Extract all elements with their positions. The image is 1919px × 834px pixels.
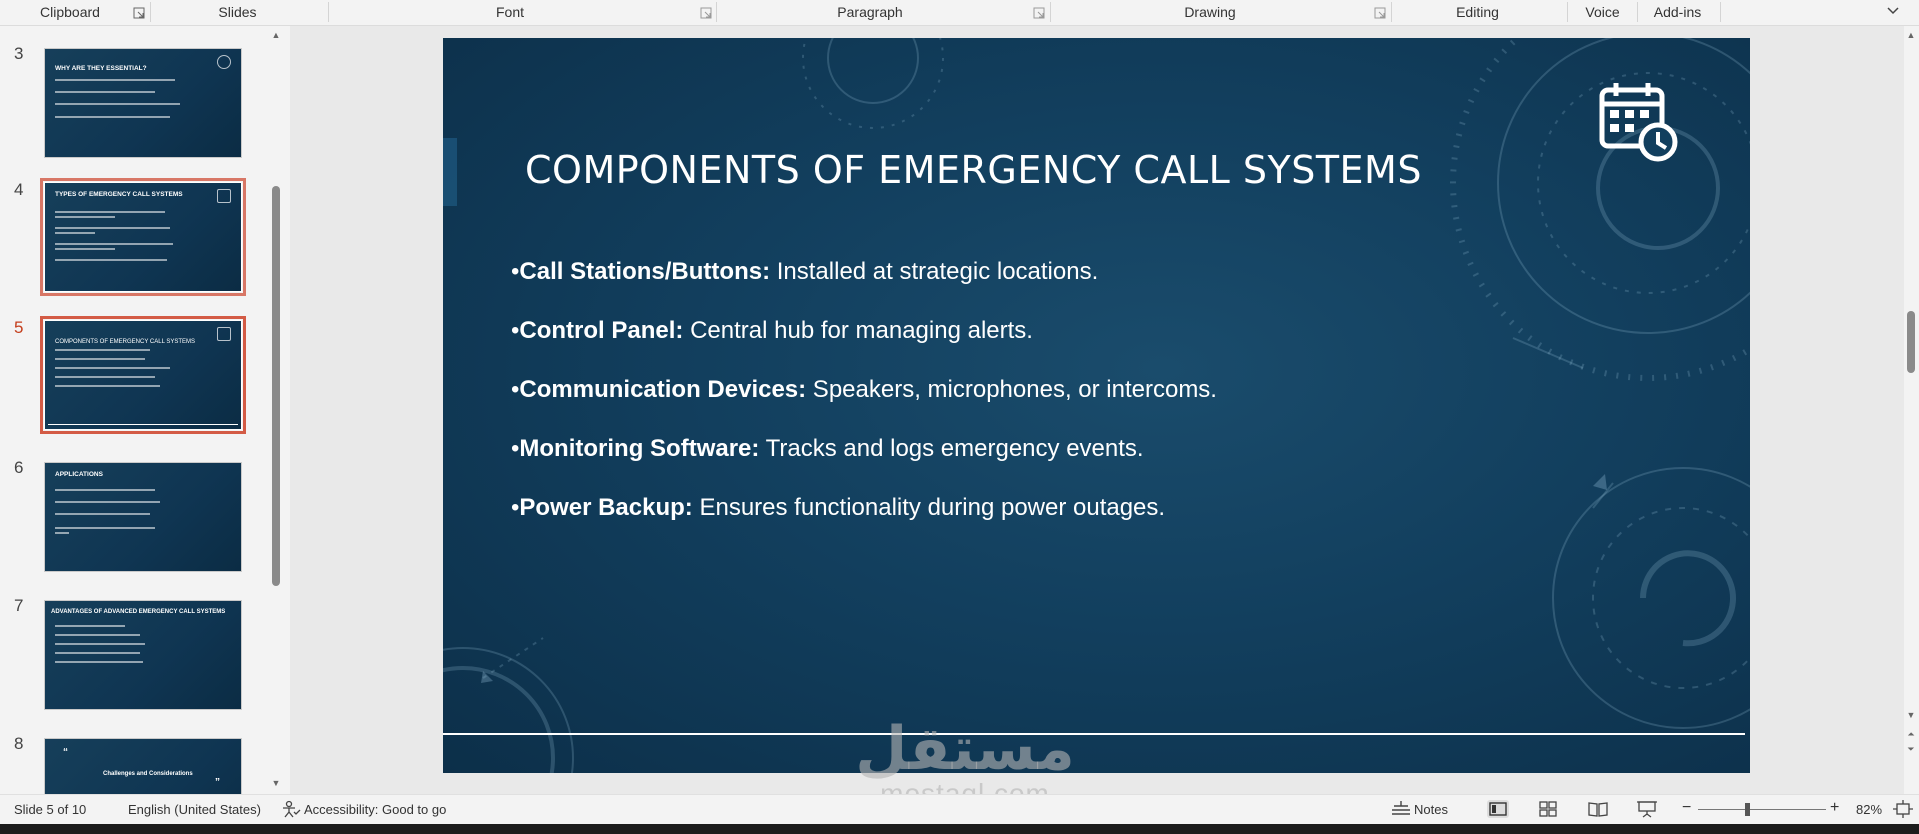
quote-close-icon: ” [215, 777, 220, 788]
calendar-clock-icon [217, 327, 231, 341]
watermark-arabic: مستقل [855, 714, 1075, 784]
zoom-in-button[interactable]: + [1830, 799, 1840, 816]
scroll-down-icon[interactable]: ▼ [1906, 710, 1916, 720]
scroll-up-icon[interactable]: ▲ [1906, 30, 1916, 40]
thumbnail-image[interactable] [44, 462, 242, 572]
bullet-communication-devices[interactable]: •Communication Devices: Speakers, microphones, or intercoms. [511, 376, 1217, 403]
slide-thumbnails-panel[interactable] [0, 26, 288, 794]
status-bar [0, 794, 1919, 824]
slide-sorter-icon[interactable] [1537, 800, 1559, 818]
thumbnails-scrollbar[interactable] [269, 26, 283, 794]
ribbon-group-font[interactable]: Font [495, 4, 524, 20]
thumbnail-title: ADVANTAGES OF ADVANCED EMERGENCY CALL SYSTEMS [51, 609, 226, 615]
ribbon-group-clipboard[interactable]: Clipboard [40, 4, 100, 20]
notes-button[interactable]: Notes [1414, 802, 1448, 817]
zoom-out-button[interactable]: − [1682, 799, 1692, 816]
language-indicator[interactable]: English (United States) [128, 802, 261, 817]
thumbnail-number: 5 [14, 318, 24, 337]
ribbon-group-voice[interactable]: Voice [1585, 4, 1620, 20]
current-slide[interactable] [443, 38, 1750, 773]
bullet-call-stations[interactable]: •Call Stations/Buttons: Installed at strategic locations. [511, 258, 1099, 285]
chevron-down-icon[interactable] [1886, 4, 1900, 18]
ribbon-group-editing[interactable]: Editing [1456, 4, 1499, 20]
ribbon-group-add-ins[interactable]: Add-ins [1653, 4, 1702, 20]
thumbnail-number: 6 [14, 458, 24, 477]
slide-show-icon[interactable] [1636, 800, 1658, 818]
fit-slide-icon[interactable] [1893, 800, 1913, 818]
thumbnail-number: 3 [14, 44, 24, 63]
thumbnail-title: COMPONENTS OF EMERGENCY CALL SYSTEMS [55, 339, 196, 345]
zoom-level[interactable]: 82% [1856, 802, 1883, 817]
thumbnail-number: 8 [14, 734, 24, 753]
scrollbar-thumb[interactable] [1907, 311, 1915, 373]
scroll-up-icon[interactable]: ▲ [271, 30, 281, 40]
thumbnail-title: APPLICATIONS [55, 471, 103, 478]
thumbnail-number: 4 [14, 180, 24, 199]
thumbnail-image[interactable] [44, 182, 242, 292]
quote-open-icon: “ [63, 747, 68, 758]
ribbon-group-paragraph[interactable]: Paragraph [837, 4, 903, 20]
previous-slide-icon[interactable]: ⏶ [1907, 729, 1915, 739]
paragraph-dialog-launcher-icon[interactable] [1033, 6, 1045, 18]
document-icon [217, 189, 231, 203]
thumbnail-image[interactable] [44, 600, 242, 710]
zoom-slider-thumb[interactable] [1745, 803, 1750, 816]
ribbon [0, 0, 1919, 26]
drawing-dialog-launcher-icon[interactable] [1374, 6, 1386, 18]
notes-icon[interactable] [1390, 800, 1412, 818]
accessibility-status[interactable]: Accessibility: Good to go [304, 802, 447, 817]
pillar-icon [217, 55, 231, 69]
slide-footer-line [443, 733, 1745, 735]
next-slide-icon[interactable]: ⏷ [1907, 744, 1915, 754]
slide-editing-area[interactable] [290, 26, 1904, 794]
thumbnail-number: 7 [14, 596, 24, 615]
thumbnail-title: WHY ARE THEY ESSENTIAL? [55, 65, 147, 72]
scroll-down-icon[interactable]: ▼ [271, 778, 281, 788]
bullet-power-backup[interactable]: •Power Backup: Ensures functionality during power outages. [511, 494, 1166, 521]
editing-area-scrollbar[interactable] [1904, 26, 1918, 794]
accessibility-icon[interactable] [280, 800, 302, 818]
thumbnail-title: TYPES OF EMERGENCY CALL SYSTEMS [55, 191, 183, 198]
zoom-slider[interactable] [1698, 809, 1826, 810]
clipboard-dialog-launcher-icon[interactable] [133, 6, 145, 18]
bullet-monitoring-software[interactable]: •Monitoring Software: Tracks and logs emergency events. [511, 435, 1144, 462]
thumbnail-image[interactable] [44, 48, 242, 158]
bullet-control-panel[interactable]: •Control Panel: Central hub for managing alerts. [511, 317, 1033, 344]
slide-title[interactable]: COMPONENTS OF EMERGENCY CALL SYSTEMS [525, 148, 1422, 192]
slide-position[interactable]: Slide 5 of 10 [14, 802, 87, 817]
thumbnail-image[interactable] [44, 738, 242, 794]
normal-view-icon[interactable] [1487, 800, 1509, 818]
os-taskbar [0, 824, 1919, 834]
title-accent-bar [443, 138, 457, 206]
thumbnail-image[interactable] [44, 320, 242, 430]
scrollbar-thumb[interactable] [272, 186, 280, 586]
reading-view-icon[interactable] [1587, 800, 1609, 818]
thumbnail-title: Challenges and Considerations [103, 771, 193, 777]
calendar-clock-icon[interactable] [1598, 80, 1680, 162]
ribbon-group-drawing[interactable]: Drawing [1184, 4, 1236, 20]
ribbon-group-slides[interactable]: Slides [218, 4, 257, 20]
font-dialog-launcher-icon[interactable] [700, 6, 712, 18]
